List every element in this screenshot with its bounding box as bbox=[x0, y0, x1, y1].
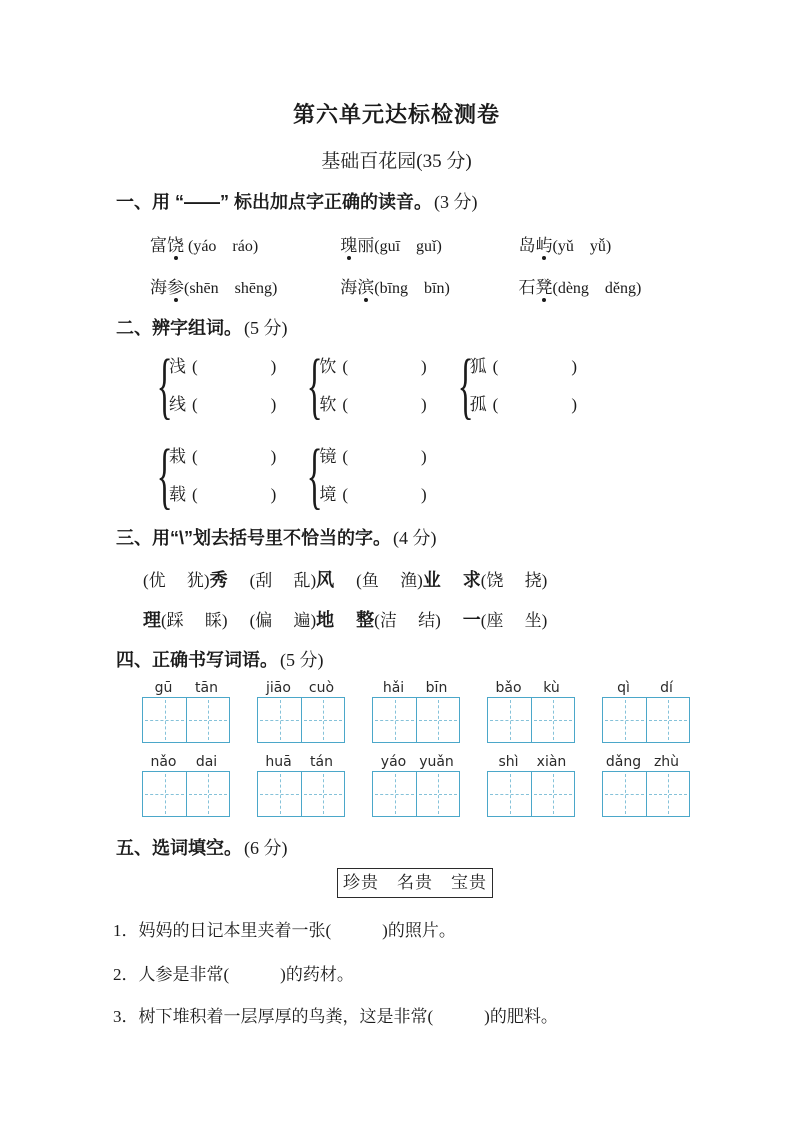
strike-out-item bbox=[356, 606, 441, 632]
grid-cell bbox=[186, 698, 229, 742]
pair-column bbox=[319, 348, 427, 424]
grid-cell bbox=[488, 772, 531, 816]
writing-word bbox=[142, 754, 230, 817]
writing-word bbox=[602, 754, 690, 817]
pinyin-label bbox=[142, 680, 230, 696]
brace-icon: { bbox=[457, 345, 474, 427]
writing-grid bbox=[487, 771, 575, 817]
pair-line bbox=[169, 438, 277, 476]
pronunciation-item-guili bbox=[340, 231, 514, 256]
pair-column bbox=[470, 348, 578, 424]
hanzi: 海 bbox=[150, 278, 167, 297]
hanzi: 丽 bbox=[357, 236, 375, 255]
pinyin-syllable: bǎo bbox=[495, 680, 522, 696]
pinyin-syllable: dai bbox=[195, 754, 218, 770]
hanzi: 栽 bbox=[169, 447, 186, 466]
pinyin-label bbox=[257, 754, 345, 770]
writing-grid bbox=[142, 697, 230, 743]
pair-column bbox=[319, 438, 427, 514]
writing-word bbox=[487, 754, 575, 817]
grid-cell bbox=[301, 698, 344, 742]
pair-column bbox=[169, 438, 277, 514]
hanzi-dotted: 屿 bbox=[536, 231, 553, 256]
grid-cell bbox=[603, 772, 646, 816]
pinyin-label bbox=[372, 754, 460, 770]
answer-blank: ( ) bbox=[342, 357, 428, 376]
section-1-heading-text: 一、用 “——” 标出加点字正确的读音。 bbox=[116, 192, 433, 212]
pinyin-syllable: hǎi bbox=[382, 680, 405, 696]
hanzi: 饮 bbox=[319, 357, 337, 376]
strike-out-item bbox=[250, 606, 335, 632]
pinyin-label bbox=[257, 680, 345, 696]
section-5-heading-text: 五、选词填空。 bbox=[116, 838, 242, 858]
char-options: (偏 遍) bbox=[249, 611, 317, 630]
section-2-heading bbox=[116, 314, 288, 340]
hanzi: 浅 bbox=[169, 357, 186, 376]
writing-word bbox=[372, 754, 460, 817]
char-options: (鱼 渔) bbox=[356, 571, 423, 590]
word-pair-group-jing-jing bbox=[303, 435, 428, 517]
hanzi: 岛 bbox=[518, 236, 536, 255]
grid-cell bbox=[373, 772, 416, 816]
answer-blank: ( ) bbox=[342, 485, 428, 504]
pinyin-syllable: tán bbox=[310, 754, 333, 770]
writing-grid bbox=[602, 771, 690, 817]
writing-grid-row-1 bbox=[142, 680, 690, 743]
pair-line bbox=[319, 476, 427, 514]
grid-cell bbox=[646, 698, 689, 742]
answer-blank: ( ) bbox=[192, 485, 278, 504]
grid-cell bbox=[531, 772, 574, 816]
hanzi: 海 bbox=[340, 278, 358, 297]
pinyin-syllable: xiàn bbox=[536, 754, 567, 770]
answer-blank: ( ) bbox=[492, 395, 578, 414]
writing-word bbox=[142, 680, 230, 743]
pinyin-syllable: tān bbox=[195, 680, 218, 696]
section-1-heading bbox=[116, 188, 478, 214]
pinyin-syllable: kù bbox=[543, 680, 560, 696]
grid-cell bbox=[646, 772, 689, 816]
pinyin-syllable: yáo bbox=[380, 754, 407, 770]
writing-grid bbox=[487, 697, 575, 743]
grid-cell bbox=[186, 772, 229, 816]
writing-word bbox=[602, 680, 690, 743]
strike-out-row-2 bbox=[143, 606, 547, 632]
pinyin-label bbox=[142, 754, 230, 770]
pronunciation-row-2 bbox=[150, 273, 641, 298]
char-options: (饶 挠) bbox=[480, 571, 548, 590]
grid-cell bbox=[603, 698, 646, 742]
hanzi-dotted: 饶 bbox=[167, 231, 184, 256]
pair-line bbox=[319, 348, 427, 386]
pinyin-syllable: nǎo bbox=[150, 754, 177, 770]
pinyin-options: (shēn shēng) bbox=[184, 280, 278, 297]
pair-line bbox=[319, 386, 427, 424]
fixed-char: 业 bbox=[422, 570, 441, 590]
pinyin-label bbox=[372, 680, 460, 696]
writing-grid-row-2 bbox=[142, 754, 690, 817]
fixed-char: 秀 bbox=[209, 570, 228, 590]
pinyin-syllable: bīn bbox=[425, 680, 448, 696]
section-5-score: (6 分) bbox=[244, 838, 288, 858]
writing-word bbox=[372, 680, 460, 743]
pinyin-syllable: zhù bbox=[653, 754, 680, 770]
strike-out-item bbox=[463, 606, 548, 632]
exam-subtitle: 基础百花园(35 分) bbox=[321, 151, 472, 172]
char-options: (洁 结) bbox=[374, 611, 441, 630]
writing-grid bbox=[142, 771, 230, 817]
writing-grid bbox=[372, 697, 460, 743]
grid-cell bbox=[416, 772, 459, 816]
pinyin-label bbox=[602, 680, 690, 696]
pronunciation-item-haishen bbox=[150, 273, 336, 298]
writing-word bbox=[257, 754, 345, 817]
grid-cell bbox=[143, 698, 186, 742]
fixed-char: 地 bbox=[316, 610, 335, 630]
fill-in-sentence-1: 1．妈妈的日记本里夹着一张( )的照片。 bbox=[113, 921, 456, 940]
fixed-char: 求 bbox=[462, 570, 481, 590]
pinyin-syllable: huā bbox=[265, 754, 292, 770]
fixed-char: 风 bbox=[316, 570, 335, 590]
fixed-char: 理 bbox=[143, 610, 161, 630]
char-options: (刮 乱) bbox=[249, 571, 317, 590]
hanzi-dotted: 凳 bbox=[536, 273, 553, 298]
strike-out-item bbox=[463, 566, 548, 592]
writing-word bbox=[487, 680, 575, 743]
pair-line bbox=[169, 386, 277, 424]
brace-icon: { bbox=[156, 345, 173, 427]
pinyin-options: (yǔ yǚ) bbox=[552, 238, 612, 255]
pinyin-syllable: yuǎn bbox=[419, 754, 454, 770]
section-3-heading bbox=[116, 524, 437, 550]
pair-line bbox=[169, 348, 277, 386]
hanzi: 软 bbox=[319, 395, 337, 414]
pinyin-syllable: shì bbox=[498, 754, 519, 770]
word-pair-group-yin-ruan bbox=[303, 345, 428, 427]
pinyin-options: (yáo ráo) bbox=[184, 238, 259, 255]
strike-out-item bbox=[143, 606, 228, 632]
char-options: (座 坐) bbox=[480, 611, 548, 630]
strike-out-item bbox=[143, 566, 228, 592]
answer-blank: ( ) bbox=[342, 447, 428, 466]
pinyin-label bbox=[487, 754, 575, 770]
hanzi: 镜 bbox=[319, 447, 337, 466]
hanzi: 孤 bbox=[469, 395, 487, 414]
writing-grid bbox=[257, 697, 345, 743]
hanzi: 线 bbox=[169, 395, 186, 414]
pinyin-syllable: dǎng bbox=[605, 754, 642, 770]
pronunciation-item-shideng bbox=[519, 273, 642, 298]
section-3-heading-text: 三、用“\”划去括号里不恰当的字。 bbox=[116, 528, 391, 548]
pair-line bbox=[319, 438, 427, 476]
pinyin-syllable: gū bbox=[154, 680, 173, 696]
pronunciation-row-1 bbox=[150, 231, 611, 256]
pinyin-options: (dèng děng) bbox=[552, 280, 642, 297]
grid-cell bbox=[258, 698, 301, 742]
pair-line bbox=[169, 476, 277, 514]
pinyin-label bbox=[602, 754, 690, 770]
pinyin-syllable: cuò bbox=[308, 680, 335, 696]
word-bank: 珍贵 名贵 宝贵 bbox=[337, 868, 493, 898]
hanzi: 石 bbox=[518, 278, 536, 297]
answer-blank: ( ) bbox=[492, 357, 578, 376]
hanzi-dotted: 参 bbox=[167, 273, 184, 298]
section-2-score: (5 分) bbox=[244, 318, 288, 338]
pronunciation-item-daoyu bbox=[519, 231, 612, 256]
pronunciation-item-haibin bbox=[340, 273, 514, 298]
hanzi: 富 bbox=[150, 236, 167, 255]
strike-out-row-1 bbox=[143, 566, 547, 592]
grid-cell bbox=[488, 698, 531, 742]
fixed-char: 整 bbox=[356, 610, 375, 630]
grid-cell bbox=[258, 772, 301, 816]
grid-cell bbox=[416, 698, 459, 742]
hanzi: 狐 bbox=[469, 357, 487, 376]
hanzi-dotted: 滨 bbox=[357, 273, 374, 298]
hanzi: 载 bbox=[169, 485, 186, 504]
section-1-score: (3 分) bbox=[434, 192, 478, 212]
writing-word bbox=[257, 680, 345, 743]
pinyin-syllable: jiāo bbox=[266, 680, 291, 696]
pair-line bbox=[470, 386, 578, 424]
writing-grid bbox=[257, 771, 345, 817]
strike-out-item bbox=[356, 566, 441, 592]
pair-line bbox=[470, 348, 578, 386]
pinyin-label bbox=[487, 680, 575, 696]
brace-icon: { bbox=[306, 345, 323, 427]
strike-out-item bbox=[250, 566, 335, 592]
exam-title: 第六单元达标检测卷 bbox=[292, 102, 500, 127]
section-3-score: (4 分) bbox=[393, 528, 437, 548]
answer-blank: ( ) bbox=[342, 395, 428, 414]
section-5-heading bbox=[116, 834, 288, 860]
char-options: (踩 睬) bbox=[161, 611, 228, 630]
grid-cell bbox=[301, 772, 344, 816]
writing-grid bbox=[602, 697, 690, 743]
word-pair-group-hu-gu bbox=[454, 345, 578, 427]
pinyin-syllable: dí bbox=[660, 680, 673, 696]
brace-icon: { bbox=[156, 435, 173, 517]
word-pair-row-1 bbox=[153, 345, 578, 427]
pinyin-syllable: qì bbox=[617, 680, 630, 696]
answer-blank: ( ) bbox=[192, 447, 278, 466]
answer-blank: ( ) bbox=[192, 395, 278, 414]
answer-blank: ( ) bbox=[192, 357, 278, 376]
word-pair-group-zai-zai bbox=[153, 435, 278, 517]
section-4-heading-text: 四、正确书写词语。 bbox=[116, 650, 278, 670]
section-4-heading bbox=[116, 646, 324, 672]
section-4-score: (5 分) bbox=[280, 650, 324, 670]
grid-cell bbox=[531, 698, 574, 742]
hanzi-dotted: 瑰 bbox=[340, 231, 357, 256]
fill-in-sentence-3: 3．树下堆积着一层厚厚的鸟粪，这是非常( )的肥料。 bbox=[113, 1007, 558, 1026]
grid-cell bbox=[143, 772, 186, 816]
writing-grid bbox=[372, 771, 460, 817]
pinyin-options: (guī guǐ) bbox=[374, 238, 442, 255]
pair-column bbox=[169, 348, 277, 424]
fill-in-sentence-2: 2．人参是非常( )的药材。 bbox=[113, 965, 354, 984]
grid-cell bbox=[373, 698, 416, 742]
brace-icon: { bbox=[306, 435, 323, 517]
fixed-char: 一 bbox=[462, 610, 481, 630]
section-2-heading-text: 二、辨字组词。 bbox=[116, 318, 242, 338]
pronunciation-item-furao bbox=[150, 231, 336, 256]
pinyin-options: (bīng bīn) bbox=[374, 280, 450, 297]
word-pair-row-2 bbox=[153, 435, 428, 517]
hanzi: 境 bbox=[319, 485, 337, 504]
char-options: (优 犹) bbox=[143, 571, 210, 590]
word-pair-group-qian-xian bbox=[153, 345, 278, 427]
